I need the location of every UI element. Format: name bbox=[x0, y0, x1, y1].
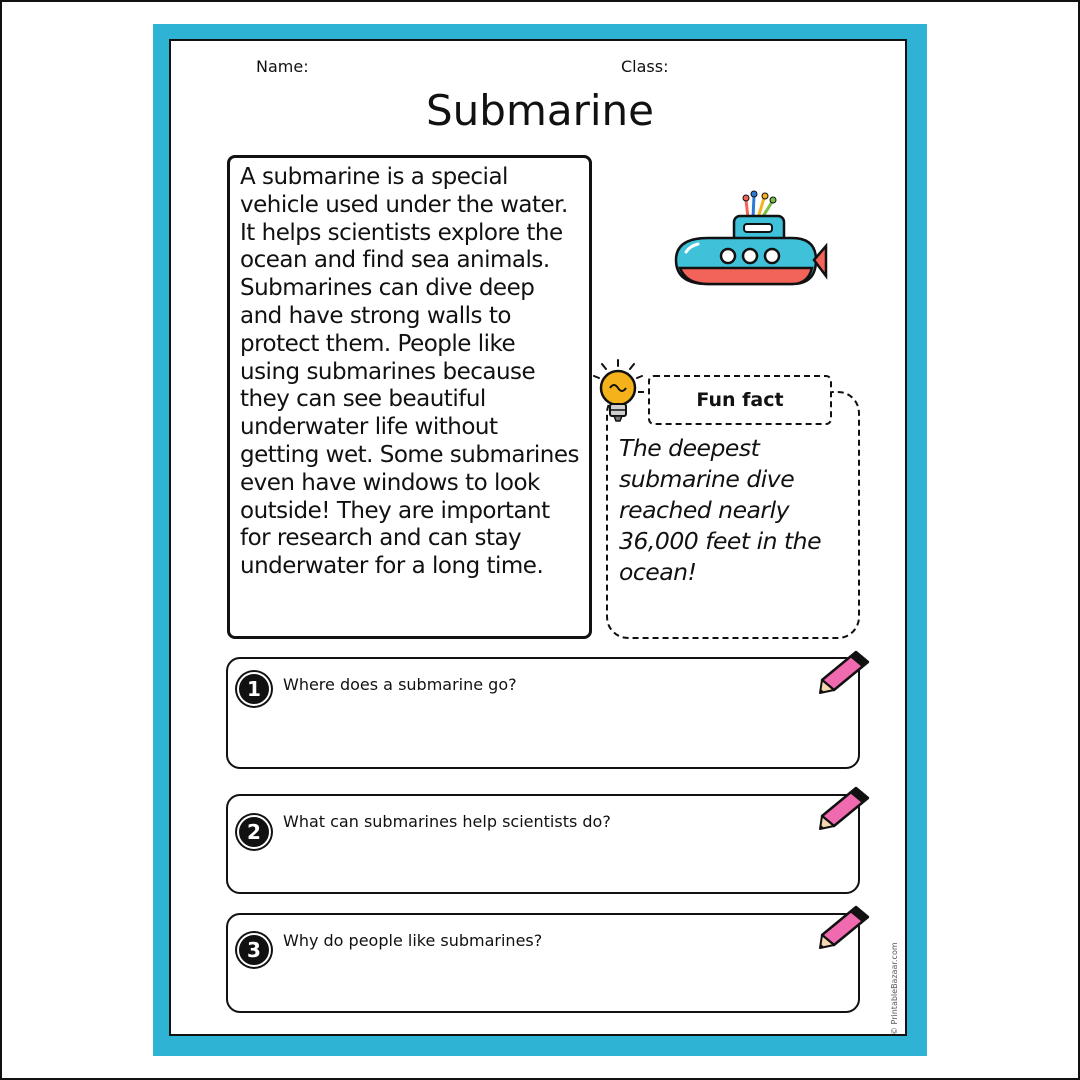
pencil-icon bbox=[818, 786, 870, 830]
fun-fact-text: The deepest submarine dive reached nearly 36,000 feet in the ocean! bbox=[619, 434, 822, 586]
question-text-2: What can submarines help scientists do? bbox=[283, 812, 611, 831]
question-number-1: 1 bbox=[237, 672, 271, 706]
reading-passage-box bbox=[227, 155, 592, 639]
question-number-2: 2 bbox=[237, 815, 271, 849]
name-label: Name: bbox=[256, 57, 309, 76]
question-number-3: 3 bbox=[237, 933, 271, 967]
pencil-icon bbox=[818, 650, 870, 694]
submarine-icon bbox=[668, 188, 828, 298]
question-text-3: Why do people like submarines? bbox=[283, 931, 543, 950]
answer-box-3[interactable] bbox=[226, 913, 860, 1013]
answer-box-2[interactable] bbox=[226, 794, 860, 894]
pencil-icon bbox=[818, 905, 870, 949]
reading-passage-text: A submarine is a special vehicle used under the water. It helps scientists explore the ocean and find sea animals. Submarines can dive deep and have strong walls to protect them. People like using submarines because they can see beautiful underwater life without getting wet. Some submarines even have windows to look outside! They are important for research and can stay underwater for a long time. bbox=[240, 164, 580, 580]
fun-fact-label: Fun fact bbox=[648, 375, 832, 425]
question-text-1: Where does a submarine go? bbox=[283, 675, 517, 694]
class-label: Class: bbox=[621, 57, 669, 76]
copyright-text: © PrintableBazaar.com bbox=[890, 942, 899, 1035]
page-title: Submarine bbox=[426, 86, 654, 135]
answer-box-1[interactable] bbox=[226, 657, 860, 769]
lightbulb-icon bbox=[590, 358, 646, 424]
